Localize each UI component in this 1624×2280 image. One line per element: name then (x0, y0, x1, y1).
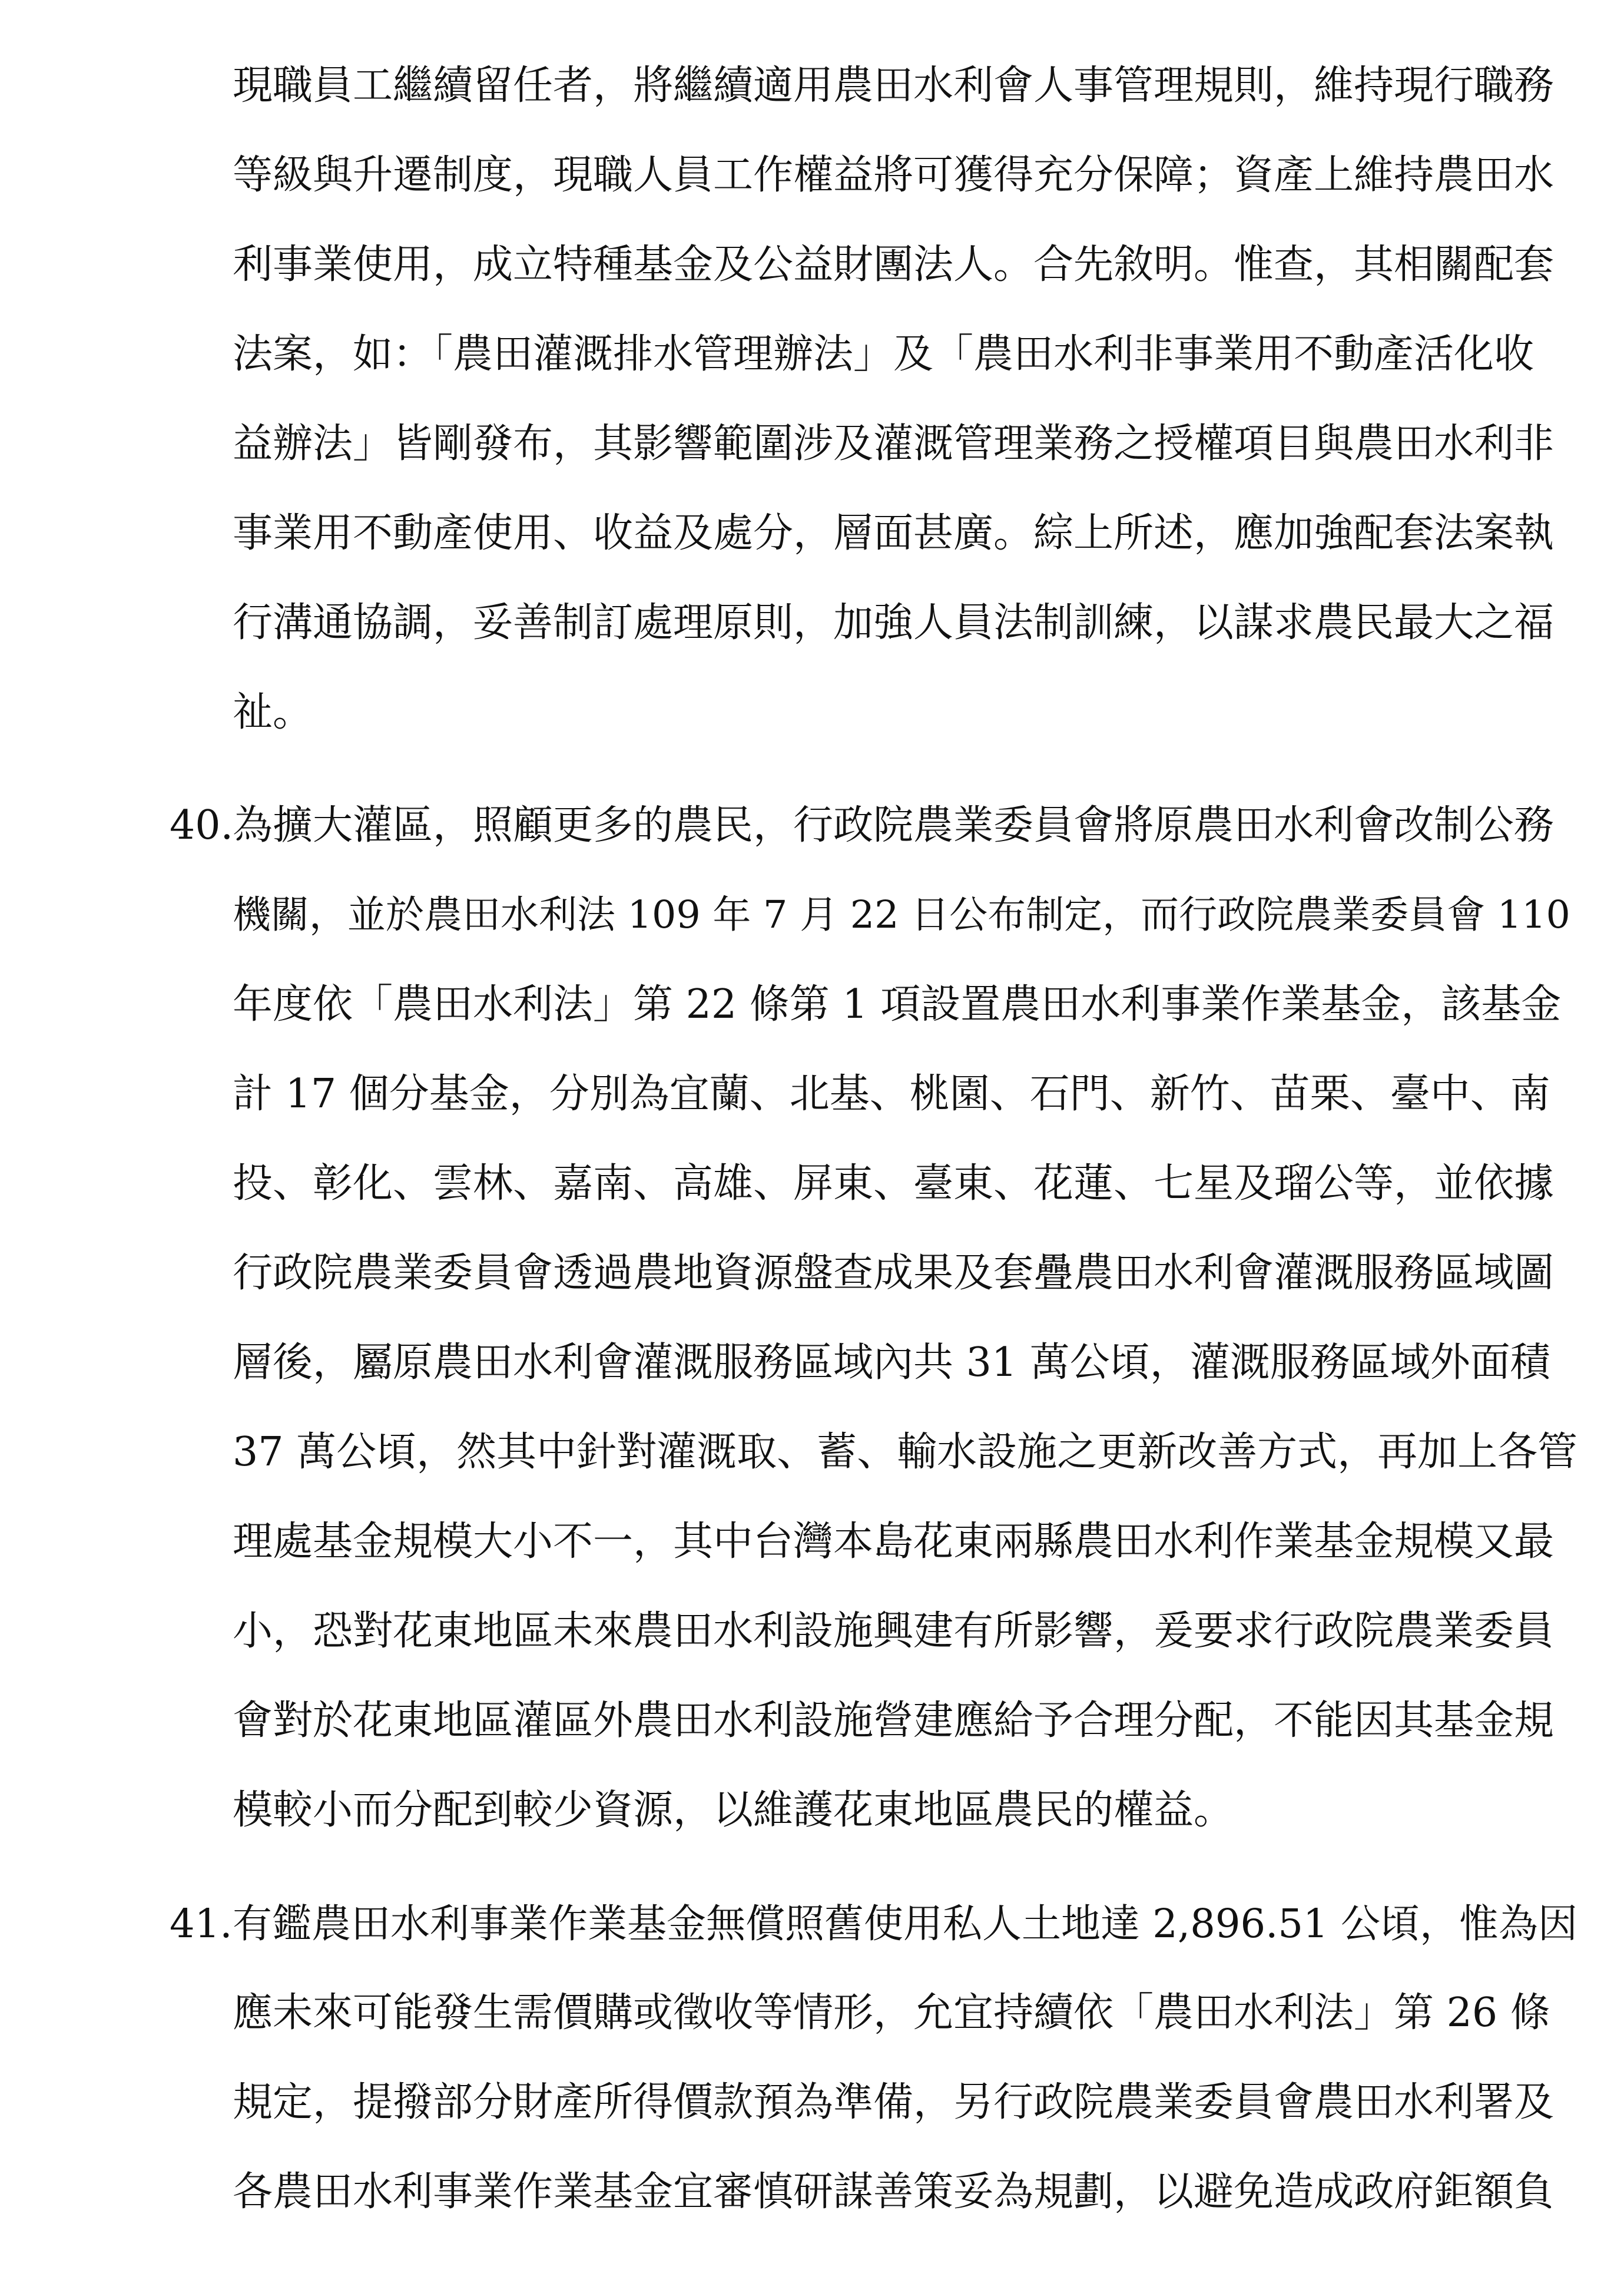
text-line: 會對於花東地區灌區外農田水利設施營建應給予合理分配，不能因其基金規 (233, 1697, 1555, 1744)
item-number: 41. (170, 1901, 233, 1947)
text-line: 現職員工繼續留任者，將繼續適用農田水利會人事管理規則，維持現行職務 (233, 62, 1555, 109)
text-line: 理處基金規模大小不一，其中台灣本島花東兩縣農田水利作業基金規模又最 (233, 1518, 1555, 1565)
item-number: 40. (170, 802, 234, 849)
text-line: 祉。 (233, 689, 313, 736)
text-line: 機關，並於農田水利法 109 年 7 月 22 日公布制定，而行政院農業委員會 110 (233, 893, 1570, 937)
text-line: 應未來可能發生需價購或徵收等情形，允宜持續依「農田水利法」第 26 條 (233, 1990, 1550, 2036)
text-line: 層後，屬原農田水利會灌溉服務區域內共 31 萬公頃，灌溉服務區域外面積 (233, 1339, 1550, 1386)
text-line: 投、彰化、雲林、嘉南、高雄、屏東、臺東、花蓮、七星及瑠公等，並依據 (233, 1160, 1555, 1207)
item-text: 有鑑農田水利事業作業基金無償照舊使用私人土地達 2,896.51 公頃，惟為因 (233, 1901, 1577, 1947)
text-line (170, 781, 1554, 871)
text-line: 計 17 個分基金，分別為宜蘭、北基、桃園、石門、新竹、苗栗、臺中、南 (233, 1071, 1550, 1117)
text-line: 37 萬公頃，然其中針對灌溉取、蓄、輸水設施之更新改善方式，再加上各管 (233, 1429, 1578, 1475)
text-line: 行溝通協調，妥善制訂處理原則，加強人員法制訓練，以謀求農民最大之福 (233, 600, 1555, 646)
text-line: 法案，如：「農田灌溉排水管理辦法」及「農田水利非事業用不動產活化收 (233, 331, 1534, 378)
text-line: 等級與升遷制度，現職人員工作權益將可獲得充分保障；資產上維持農田水 (233, 152, 1555, 198)
text-line: 各農田水利事業作業基金宜審慎研謀善策妥為規劃，以避免造成政府鉅額負 (233, 2169, 1555, 2215)
text-line: 規定，提撥部分財產所得價款預為準備，另行政院農業委員會農田水利署及 (233, 2079, 1555, 2126)
item-text: 為擴大灌區，照顧更多的農民，行政院農業委員會將原農田水利會改制公務 (233, 802, 1555, 849)
text-line (170, 1879, 1577, 1968)
text-line: 行政院農業委員會透過農地資源盤查成果及套疊農田水利會灌溉服務區域圖 (233, 1250, 1555, 1296)
text-line: 事業用不動產使用、收益及處分，層面甚廣。綜上所述，應加強配套法案執 (233, 510, 1555, 557)
text-line: 小，恐對花東地區未來農田水利設施興建有所影響，爰要求行政院農業委員 (233, 1608, 1555, 1654)
text-line: 利事業使用，成立特種基金及公益財團法人。合先敘明。惟查，其相關配套 (233, 241, 1555, 288)
text-line: 年度依「農田水利法」第 22 條第 1 項設置農田水利事業作業基金，該基金 (233, 981, 1562, 1028)
text-line: 模較小而分配到較少資源，以維護花東地區農民的權益。 (233, 1787, 1234, 1834)
text-line: 益辦法」皆剛發布，其影響範圍涉及灌溉管理業務之授權項目與農田水利非 (233, 421, 1555, 467)
